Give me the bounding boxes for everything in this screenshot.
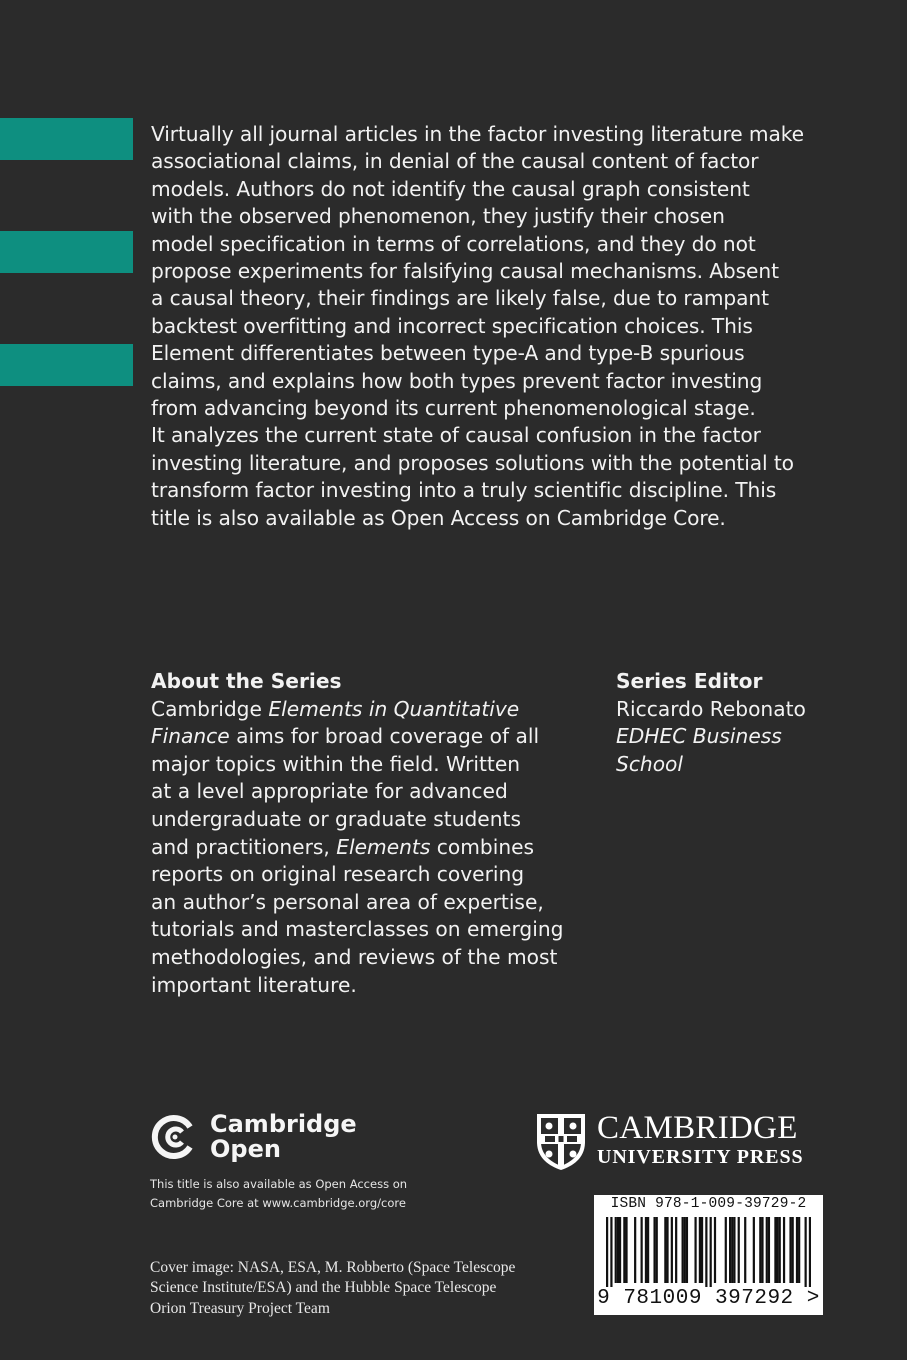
barcode-bar — [641, 1217, 643, 1283]
barcode-bar — [699, 1217, 701, 1283]
blurb-line: transform factor investing into a truly scientific discipline. This — [151, 478, 777, 503]
about-line — [151, 723, 591, 751]
barcode-bar — [774, 1217, 776, 1283]
cambridge-open-line2: Open — [210, 1135, 281, 1163]
barcode-bar — [623, 1217, 625, 1283]
about-line: undergraduate or graduate students — [151, 806, 521, 831]
barcode-bar — [761, 1217, 763, 1283]
barcode-bar — [617, 1217, 619, 1283]
blurb-line: It analyzes the current state of causal confusion in the factor — [151, 423, 761, 448]
about-text: combines — [430, 834, 535, 859]
barcode-bar — [776, 1217, 778, 1283]
barcode-bar — [725, 1217, 727, 1283]
about-text: and practitioners, — [151, 834, 337, 859]
barcode-bars — [606, 1217, 811, 1287]
barcode-bar — [684, 1217, 686, 1283]
editor-name: Riccardo Rebonato — [616, 696, 806, 721]
about-line: important literature. — [151, 972, 357, 997]
blurb-line: Element differentiates between type-A and type-B spurious — [151, 341, 745, 366]
publisher-press: UNIVERSITY PRESS — [597, 1146, 804, 1168]
accent-bar-2 — [0, 231, 133, 273]
elements-italic: Elements — [336, 834, 431, 859]
blurb-line: claims, and explains how both types prevent factor investing — [151, 368, 763, 393]
barcode-bar — [805, 1217, 807, 1287]
barcode-bar — [671, 1217, 673, 1283]
about-heading: About the Series — [151, 669, 342, 693]
accent-bar-3 — [0, 344, 133, 386]
publisher-wordmark — [597, 1112, 804, 1169]
about-line: major topics within the field. Written — [151, 751, 521, 776]
barcode-bar — [714, 1217, 716, 1283]
book-blurb — [151, 121, 841, 532]
blurb-line: backtest overfitting and incorrect specification choices. This — [151, 313, 753, 338]
about-line: tutorials and masterclasses on emerging — [151, 917, 564, 942]
barcode-bar — [733, 1217, 735, 1283]
barcode-bar — [647, 1217, 649, 1283]
publisher-name: CAMBRIDGE — [597, 1110, 798, 1146]
about-text: Cambridge — [151, 696, 269, 721]
isbn-barcode — [594, 1195, 823, 1315]
barcode-bar — [705, 1217, 707, 1287]
university-crest-icon — [535, 1112, 587, 1172]
barcode-bar — [809, 1217, 811, 1287]
blurb-line: models. Authors do not identify the causal graph consistent — [151, 176, 750, 201]
barcode-bar — [606, 1217, 608, 1287]
credit-line: Science Institute/ESA) and the Hubble Space Telescope — [150, 1279, 497, 1297]
about-line: at a level appropriate for advanced — [151, 779, 508, 804]
barcode-bar — [664, 1217, 666, 1283]
blurb-line: Virtually all journal articles in the factor investing literature make — [151, 122, 804, 146]
blurb-line: propose experiments for falsifying causal mechanisms. Absent — [151, 259, 779, 284]
barcode-bar — [729, 1217, 731, 1283]
barcode-bar — [731, 1217, 733, 1283]
barcode-bar — [701, 1217, 703, 1283]
editor-affiliation — [616, 751, 886, 779]
isbn-digits: 9 781009 397292 > — [597, 1287, 820, 1310]
series-title-italic: Finance — [151, 724, 230, 749]
open-access-note-line: Cambridge Core at www.cambridge.org/core — [150, 1196, 406, 1210]
cambridge-open-line1: Cambridge — [210, 1110, 357, 1138]
cover-image-credit — [150, 1258, 515, 1319]
barcode-bar — [738, 1217, 740, 1283]
open-access-note — [150, 1175, 407, 1213]
barcode-bar — [610, 1217, 612, 1287]
cambridge-open-icon — [150, 1113, 198, 1161]
about-line: reports on original research covering — [151, 862, 525, 887]
blurb-line: from advancing beyond its current phenomenological stage. — [151, 396, 756, 421]
affiliation-italic: EDHEC Business — [616, 724, 782, 749]
barcode-bar — [675, 1217, 677, 1283]
about-line: an author’s personal area of expertise, — [151, 889, 544, 914]
barcode-bar — [615, 1217, 617, 1283]
barcode-bar — [686, 1217, 688, 1283]
barcode-bar — [653, 1217, 655, 1283]
barcode-bar — [753, 1217, 755, 1283]
cambridge-university-press-logo — [535, 1112, 804, 1172]
blurb-line: a causal theory, their findings are likely false, due to rampant — [151, 286, 769, 311]
credit-line: Orion Treasury Project Team — [150, 1299, 330, 1317]
isbn-label: ISBN 978-1-009-39729-2 — [610, 1196, 807, 1212]
editor-heading: Series Editor — [616, 669, 763, 693]
barcode-bar — [759, 1217, 761, 1283]
barcode-bar — [666, 1217, 668, 1283]
blurb-line: with the observed phenomenon, they justify their chosen — [151, 204, 725, 229]
blurb-line: model specification in terms of correlations, and they do not — [151, 231, 756, 256]
barcode-bar — [789, 1217, 791, 1283]
about-the-series — [151, 668, 591, 999]
about-line — [151, 834, 591, 862]
barcode-bar — [744, 1217, 746, 1283]
about-text: aims for broad coverage of all — [229, 724, 540, 749]
blurb-line: associational claims, in denial of the causal content of factor — [151, 149, 759, 174]
blurb-line: investing literature, and proposes solutions with the potential to — [151, 450, 794, 475]
about-line — [151, 696, 591, 724]
series-editor — [616, 668, 886, 778]
open-access-note-line: This title is also available as Open Access on — [150, 1177, 408, 1191]
credit-line: Cover image: NASA, ESA, M. Robberto (Space Telescope — [150, 1259, 516, 1276]
barcode-bar — [625, 1217, 627, 1283]
editor-affiliation — [616, 723, 886, 751]
barcode-bar — [779, 1217, 781, 1283]
blurb-line: title is also available as Open Access on Cambridge Core. — [151, 505, 726, 530]
barcode-bar — [682, 1217, 684, 1283]
barcode-bar — [783, 1217, 785, 1283]
affiliation-italic: School — [616, 751, 684, 776]
barcode-bar — [634, 1217, 636, 1283]
accent-bar-1 — [0, 118, 133, 160]
barcode-bar — [694, 1217, 696, 1283]
barcode-bar — [619, 1217, 621, 1283]
barcode-bar — [796, 1217, 798, 1283]
barcode-bar — [645, 1217, 647, 1283]
barcode-bar — [710, 1217, 712, 1287]
barcode-bar — [768, 1217, 770, 1283]
cambridge-open-logo — [150, 1112, 357, 1162]
barcode-bar — [798, 1217, 800, 1283]
barcode-bar — [656, 1217, 658, 1283]
cambridge-open-wordmark — [210, 1112, 357, 1162]
series-title-italic: Elements in Quantitative — [268, 696, 520, 721]
barcode-bar — [792, 1217, 794, 1283]
about-line: methodologies, and reviews of the most — [151, 944, 558, 969]
barcode-bar — [766, 1217, 768, 1283]
